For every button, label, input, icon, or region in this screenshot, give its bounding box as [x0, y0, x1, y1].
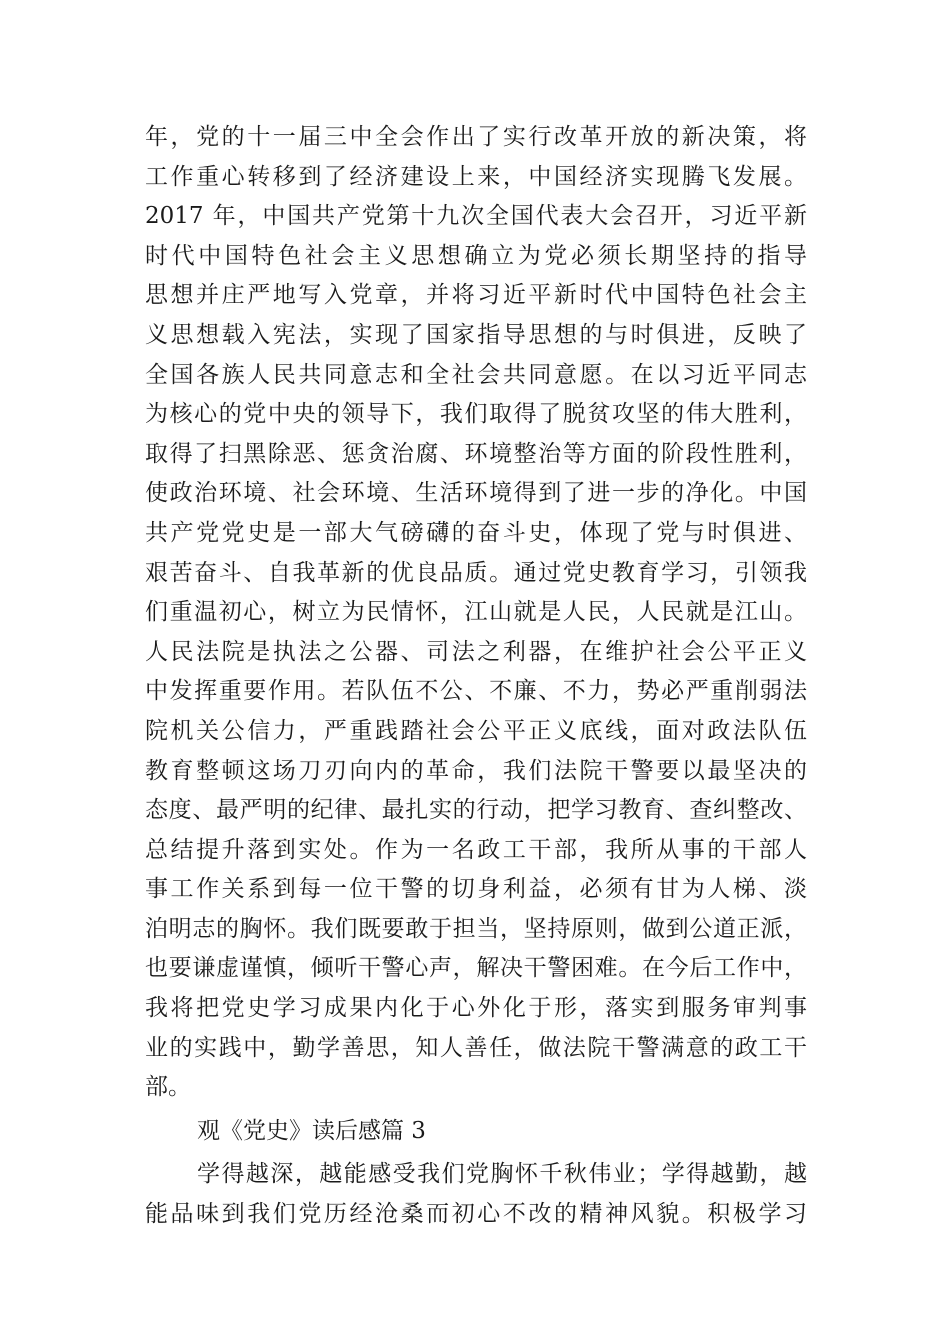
- section-heading: 观《党史》读后感篇 3: [197, 1117, 426, 1144]
- text-line: 2017 年，中国共产党第十九次全国代表大会召开，习近平新: [145, 203, 807, 230]
- text-line: 总结提升落到实处。作为一名政工干部，我所从事的干部人: [145, 836, 807, 863]
- text-line: 态度、最严明的纪律、最扎实的行动，把学习教育、查纠整改、: [145, 797, 807, 824]
- text-line: 思想并庄严地写入党章，并将习近平新时代中国特色社会主: [145, 282, 807, 309]
- text-line: 中发挥重要作用。若队伍不公、不廉、不力，势必严重削弱法: [145, 678, 807, 705]
- text-line: 能品味到我们党历经沧桑而初心不改的精神风貌。积极学习: [145, 1201, 807, 1228]
- text-line: 使政治环境、社会环境、生活环境得到了进一步的净化。中国: [145, 480, 807, 507]
- text-line: 学得越深，越能感受我们党胸怀千秋伟业；学得越勤，越: [197, 1161, 807, 1188]
- text-line: 年，党的十一届三中全会作出了实行改革开放的新决策，将: [145, 124, 807, 150]
- text-line: 义思想载入宪法，实现了国家指导思想的与时俱进，反映了: [145, 321, 807, 348]
- text-line: 取得了扫黑除恶、惩贪治腐、环境整治等方面的阶段性胜利，: [145, 440, 807, 467]
- text-line: 们重温初心，树立为民情怀，江山就是人民，人民就是江山。: [145, 599, 807, 626]
- text-line: 院机关公信力，严重践踏社会公平正义底线，面对政法队伍: [145, 717, 807, 744]
- text-line: 泊明志的胸怀。我们既要敢于担当，坚持原则，做到公道正派，: [145, 915, 807, 942]
- text-line: 艰苦奋斗、自我革新的优良品质。通过党史教育学习，引领我: [145, 559, 807, 586]
- text-line: 共产党党史是一部大气磅礴的奋斗史，体现了党与时俱进、: [145, 519, 807, 546]
- text-line: 工作重心转移到了经济建设上来，中国经济实现腾飞发展。: [145, 163, 807, 190]
- text-line: 事工作关系到每一位干警的切身利益，必须有甘为人梯、淡: [145, 876, 807, 903]
- body-text: [145, 118, 807, 1235]
- text-line: 全国各族人民共同意志和全社会共同意愿。在以习近平同志: [145, 361, 807, 388]
- text-line: 我将把党史学习成果内化于心外化于形，落实到服务审判事: [145, 995, 807, 1022]
- text-line: 部。: [145, 1074, 191, 1101]
- text-line: 业的实践中，勤学善思，知人善任，做法院干警满意的政工干: [145, 1034, 807, 1061]
- text-line: 人民法院是执法之公器、司法之利器，在维护社会公平正义: [145, 638, 807, 665]
- text-line: 也要谦虚谨慎，倾听干警心声，解决干警困难。在今后工作中，: [145, 955, 807, 982]
- text-line: 为核心的党中央的领导下，我们取得了脱贫攻坚的伟大胜利，: [145, 401, 807, 428]
- text-line: 教育整顿这场刀刃向内的革命，我们法院干警要以最坚决的: [145, 757, 807, 784]
- text-line: 时代中国特色社会主义思想确立为党必须长期坚持的指导: [145, 242, 807, 269]
